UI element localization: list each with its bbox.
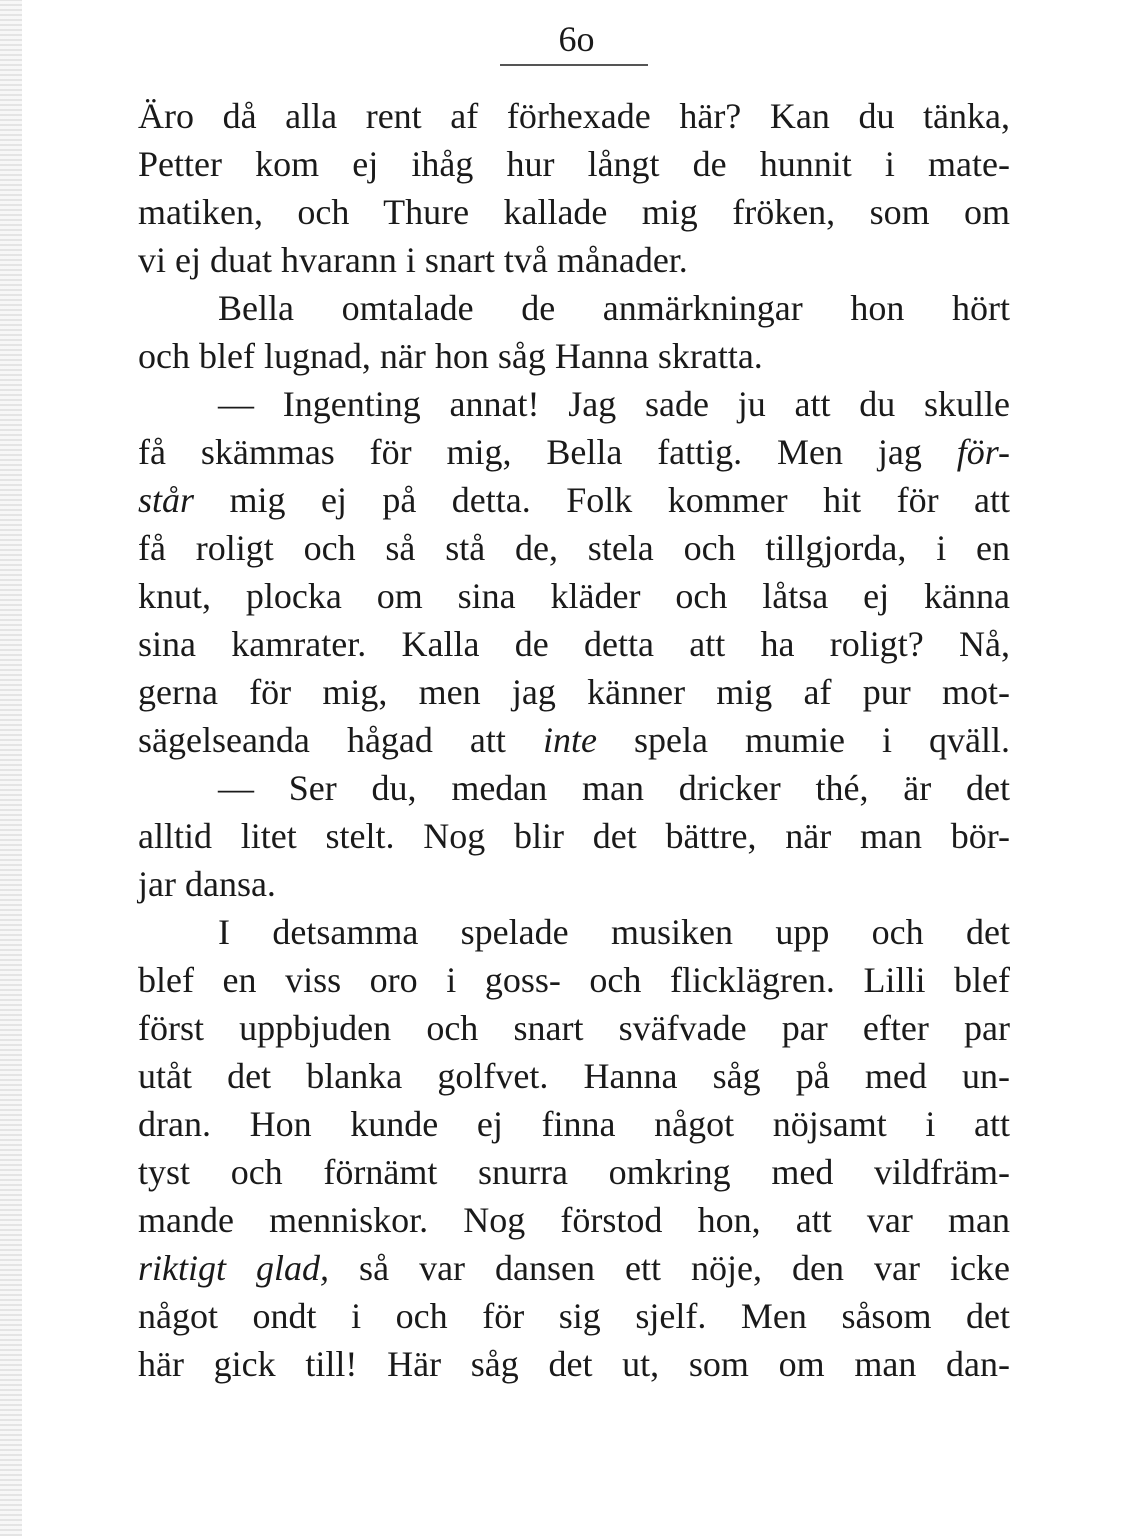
text-segment: så var dansen ett nöje, den var icke [329,1248,1011,1288]
text-segment: mig ej på detta. Folk kommer hit för att [194,480,1010,520]
page-number: 6o [558,19,595,59]
italic-text: för- [956,432,1010,472]
text-line [138,1100,1010,1148]
text-line [138,332,1010,380]
text-segment: spela mumie i qväll. [596,720,1010,760]
text-segment: Petter kom ej ihåg hur långt de hunnit i mate- [138,144,1010,184]
text-line [138,1292,1010,1340]
text-line [138,236,1010,284]
text-line [138,812,1010,860]
text-segment: blef en viss oro i goss- och flicklägren. Lilli blef [138,960,1010,1000]
text-line [138,188,1010,236]
scan-edge [0,0,22,1536]
text-segment: vi ej duat hvarann i snart två månader. [138,240,688,280]
text-segment: Äro då alla rent af förhexade här? Kan du tänka, [138,96,1010,136]
text-segment: få skämmas för mig, Bella fattig. Men jag [138,432,957,472]
text-segment: tyst och förnämt snurra omkring med vildfräm- [138,1152,1010,1192]
text-segment: matiken, och Thure kallade mig fröken, som om [138,192,1010,232]
text-segment: Bella omtalade de anmärkningar hon hört [218,288,1010,328]
text-segment: utåt det blanka golfvet. Hanna såg på med un- [138,1056,1010,1096]
text-segment: sägelseanda hågad att [138,720,543,760]
body-text [138,92,1010,1388]
text-line [138,1196,1010,1244]
text-line [138,1004,1010,1052]
text-segment: något ondt i och för sig sjelf. Men såsom det [138,1296,1010,1336]
text-segment: sina kamrater. Kalla de detta att ha roligt? Nå, [138,624,1010,664]
text-segment: först uppbjuden och snart sväfvade par efter par [138,1008,1010,1048]
text-segment: dran. Hon kunde ej finna något nöjsamt i att [138,1104,1010,1144]
text-segment: jar dansa. [138,864,276,904]
text-line [138,716,1010,764]
text-segment: — Ser du, medan man dricker thé, är det [218,768,1010,808]
text-segment: här gick till! Här såg det ut, som om man dan- [138,1344,1010,1384]
text-line [138,860,1010,908]
text-line [138,620,1010,668]
text-segment: gerna för mig, men jag känner mig af pur mot- [138,672,1010,712]
text-line [138,476,1010,524]
text-segment: I detsamma spelade musiken upp och det [218,912,1010,952]
text-segment: — Ingenting annat! Jag sade ju att du skulle [218,384,1010,424]
header-rule [500,64,648,66]
italic-text: står [138,480,195,520]
text-line [138,1340,1010,1388]
text-segment: få roligt och så stå de, stela och tillgjorda, i en [138,528,1010,568]
text-segment: mande menniskor. Nog förstod hon, att var man [138,1200,1010,1240]
text-segment: knut, plocka om sina kläder och låtsa ej känna [138,576,1010,616]
text-line [138,1052,1010,1100]
text-line [138,956,1010,1004]
text-line [138,92,1010,140]
text-line [138,140,1010,188]
text-line [138,524,1010,572]
italic-text: riktigt glad, [138,1248,330,1288]
text-segment: och blef lugnad, när hon såg Hanna skratta. [138,336,763,376]
text-segment: alltid litet stelt. Nog blir det bättre, när man bör- [138,816,1010,856]
text-line [138,668,1010,716]
text-line [138,908,1010,956]
text-line [138,284,1010,332]
italic-text: inte [542,720,597,760]
text-line [138,1244,1010,1292]
text-line [138,1148,1010,1196]
text-line [138,764,1010,812]
text-line [138,572,1010,620]
text-line [138,428,1010,476]
text-line [138,380,1010,428]
